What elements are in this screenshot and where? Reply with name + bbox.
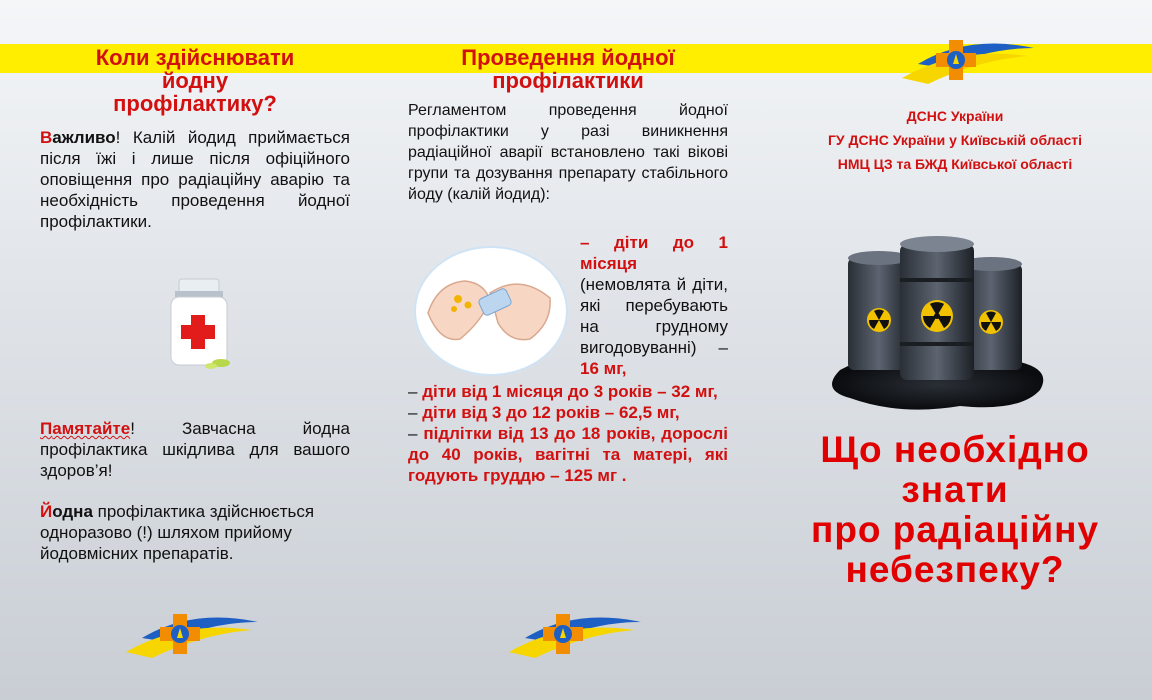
iodine-lead: Й <box>40 502 53 521</box>
remember-paragraph <box>40 418 350 481</box>
iodine-word: одна <box>52 502 93 521</box>
group-children <box>408 402 728 423</box>
middle-heading-line2: профілактики <box>492 68 644 93</box>
group-infants-dose: 16 мг, <box>580 359 627 378</box>
middle-heading <box>408 46 728 92</box>
left-heading-line2: йодну <box>161 68 229 93</box>
org-regional: ГУ ДСНС України у Київській області <box>827 132 1082 148</box>
group-toddlers-dash: – <box>408 382 423 401</box>
dsns-emblem-icon-middle <box>505 608 645 662</box>
left-column <box>40 46 350 232</box>
middle-column <box>408 46 728 205</box>
title-line3: про радіаційну <box>810 509 1100 550</box>
group-adults-text: підлітки від 13 до 18 років, дорослі до 40 років, вагітні та матері, які годують груддю – 125 мг . <box>408 424 728 485</box>
remember-word: амятайте <box>52 419 131 438</box>
group-infants-note: (немовлята й діти, які перебувають на грудному вигодовуванні) – <box>580 275 728 357</box>
medicine-bottle-icon <box>165 277 240 372</box>
left-heading <box>40 46 350 115</box>
group-children-text: діти від 3 до 12 років – 62,5 мг, <box>422 403 680 422</box>
group-infants-age: – діти до 1 місяця <box>580 233 728 273</box>
dsns-emblem-icon <box>898 34 1036 88</box>
group-toddlers <box>408 381 728 402</box>
right-column <box>780 104 1130 176</box>
title-line4: небезпеку? <box>845 549 1065 590</box>
org-center: НМЦ ЦЗ та БЖД Київської області <box>837 156 1073 172</box>
left-column-lower <box>40 418 350 564</box>
main-title <box>780 430 1130 590</box>
remember-lead: П <box>40 419 53 438</box>
group-adults <box>408 423 728 486</box>
middle-heading-line1: Проведення йодної <box>461 45 675 70</box>
iodine-paragraph <box>40 501 350 564</box>
important-lead: В <box>40 128 53 147</box>
org-dsns: ДСНС України <box>906 108 1004 124</box>
important-text: ! Калій йодид приймається після їжі і лише після офіційного оповіщення про радіаційну аварію та необхідність проведення йодної профілактики. <box>40 128 350 231</box>
group-adults-dash: – <box>408 424 424 443</box>
radioactive-barrels-icon <box>820 230 1055 420</box>
remember-text: ! Завчасна йодна профілактика шкідлива для вашого здоров’я! <box>40 419 350 480</box>
title-line1: Що необхідно <box>820 429 1090 470</box>
group-children-dash: – <box>408 403 423 422</box>
middle-doses <box>408 232 728 486</box>
left-heading-line3: профілактику? <box>113 91 277 116</box>
group-toddlers-text: діти від 1 місяця до 3 років – 32 мг, <box>422 382 718 401</box>
iodine-text: профілактика здійснюється одноразово (!) шляхом прийому йодовмісних препаратів. <box>40 502 315 563</box>
left-heading-line1: Коли здійснювати <box>95 45 295 70</box>
regulation-intro: Регламентом проведення йодної профілактики у разі виникнення радіаційної аварії встановлено такі вікові групи та дозування препарату стабільного йоду (калій йодид): <box>408 102 728 203</box>
important-paragraph <box>40 127 350 232</box>
title-line2: знати <box>901 469 1009 510</box>
group-infants <box>580 232 728 379</box>
important-word: ажливо <box>52 128 116 147</box>
dsns-emblem-icon-left <box>122 608 262 662</box>
